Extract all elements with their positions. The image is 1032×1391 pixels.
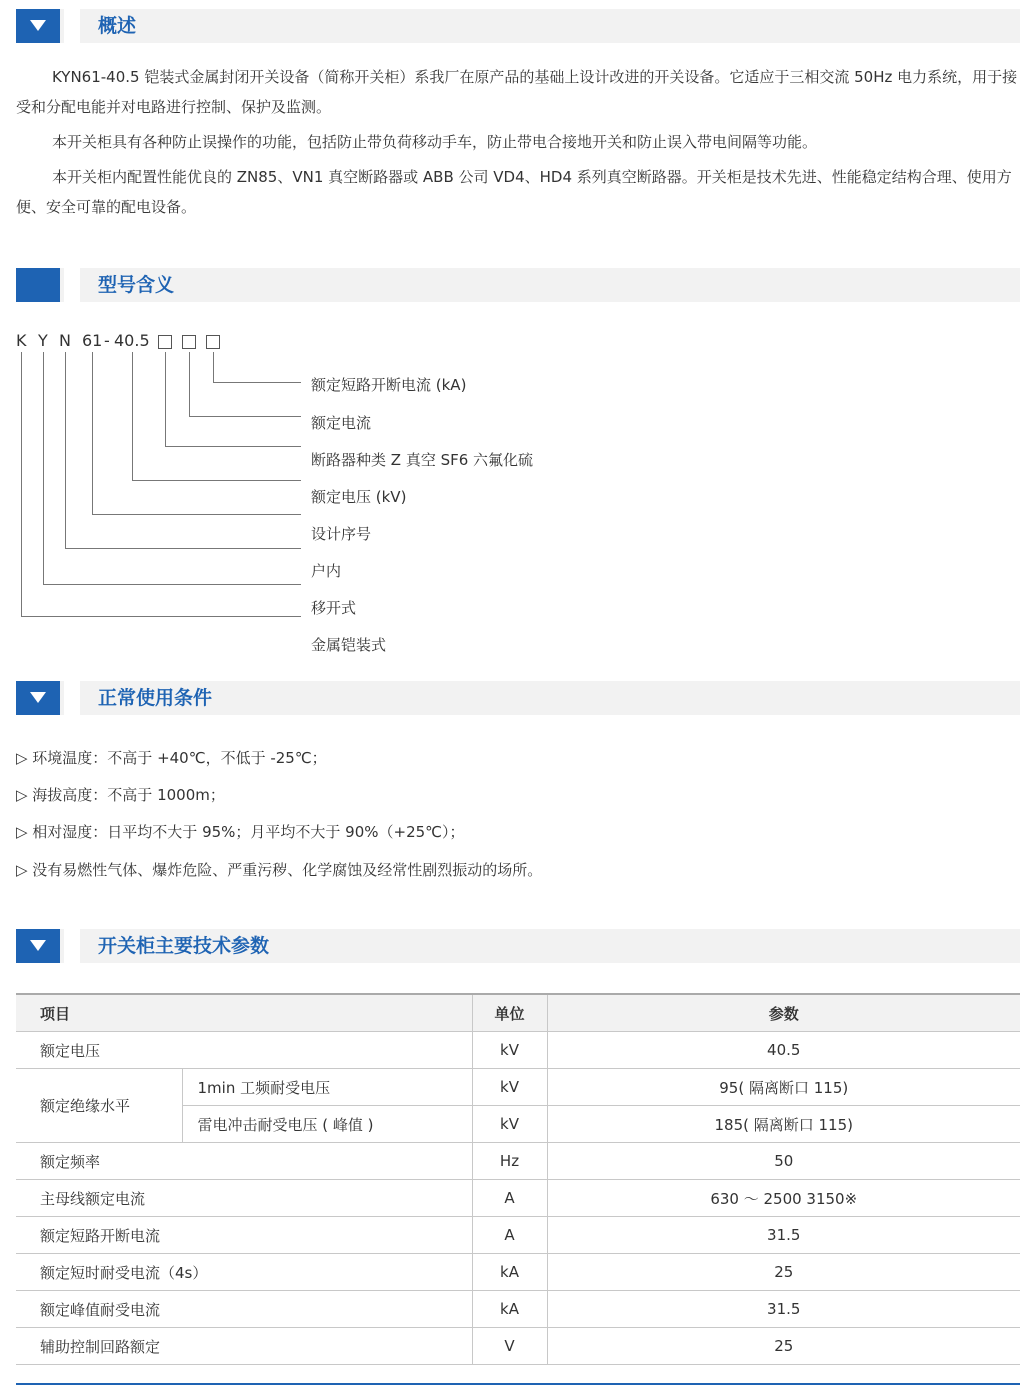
table-row (16, 1143, 1020, 1180)
table-row (16, 1180, 1020, 1217)
section-title: 概述 (98, 15, 137, 37)
code-k: K (16, 331, 27, 350)
cell-value: 40.5 (547, 1032, 1020, 1069)
cell-unit: Hz (472, 1143, 547, 1180)
model-label: 设计序号 (311, 525, 372, 543)
table-row (16, 1032, 1020, 1069)
table-row (16, 1328, 1020, 1365)
leader-line (65, 548, 301, 549)
header-gap (64, 268, 80, 302)
header-value: 参数 (547, 994, 1020, 1032)
section-marker (16, 681, 60, 715)
section-title: 型号含义 (98, 274, 175, 296)
header-gap (64, 681, 80, 715)
section-marker (16, 9, 60, 43)
placeholder-box (206, 335, 220, 349)
section-title: 正常使用条件 (98, 687, 213, 709)
placeholder-box (158, 335, 172, 349)
leader-line (189, 352, 190, 416)
cell-value: 31.5 (547, 1217, 1020, 1254)
overview-paragraph-2: 本开关柜具有各种防止误操作的功能，包括防止带负荷移动手车，防止带电合接地开关和防止误入带电间隔等功能。 (52, 133, 818, 151)
model-label: 额定电压 (kV) (311, 488, 407, 506)
code-voltage: 40.5 (114, 331, 150, 350)
cell-unit: kA (472, 1254, 547, 1291)
overview-paragraph-1: KYN61-40.5 铠装式金属封闭开关设备（简称开关柜）系我厂在原产品的基础上设计改进的开关设备。它适应于三相交流 50Hz 电力系统，用于接受和分配电能并对电路进行控制、保护及监测。 (16, 68, 1018, 116)
cell-unit: kV (472, 1032, 547, 1069)
section-header-params (16, 929, 1020, 963)
condition-item: ▷ 海拔高度：不高于 1000m； (16, 786, 225, 804)
leader-line (132, 352, 133, 480)
code-dash: - (104, 331, 110, 350)
leader-line (213, 382, 301, 383)
table-row (16, 1217, 1020, 1254)
placeholder-box (182, 335, 196, 349)
leader-line (92, 514, 301, 515)
model-label: 户内 (311, 562, 342, 580)
cell-item: 额定频率 (16, 1143, 472, 1180)
cell-item: 额定绝缘水平 (16, 1069, 182, 1143)
leader-line (21, 352, 22, 616)
table-row (16, 1291, 1020, 1328)
cell-value: 185( 隔离断口 115) (547, 1106, 1020, 1143)
cell-item: 额定电压 (16, 1032, 472, 1069)
condition-item: ▷ 相对湿度：日平均不大于 95%；月平均不大于 90%（+25℃）； (16, 823, 465, 841)
header-item: 项目 (16, 994, 472, 1032)
cell-item: 额定短路开断电流 (16, 1217, 472, 1254)
params-table (16, 993, 1020, 1365)
model-label: 断路器种类 Z 真空 SF6 六氟化硫 (311, 451, 534, 469)
leader-line (21, 616, 301, 617)
section-header-overview (16, 9, 1020, 43)
leader-line (132, 480, 301, 481)
table-header-row (16, 994, 1020, 1032)
code-y: Y (38, 331, 48, 350)
cell-item: 额定短时耐受电流（4s） (16, 1254, 472, 1291)
model-label: 金属铠装式 (311, 636, 387, 654)
leader-line (92, 352, 93, 514)
leader-line (43, 352, 44, 584)
cell-unit: kV (472, 1106, 547, 1143)
cell-value: 95( 隔离断口 115) (547, 1069, 1020, 1106)
leader-line (65, 352, 66, 548)
leader-line (43, 584, 301, 585)
cell-item: 辅助控制回路额定 (16, 1328, 472, 1365)
table-row (16, 1069, 1020, 1106)
section-header-conditions (16, 681, 1020, 715)
leader-line (189, 416, 301, 417)
cell-unit: A (472, 1217, 547, 1254)
triangle-down-icon (30, 692, 46, 703)
cell-item: 主母线额定电流 (16, 1180, 472, 1217)
triangle-down-icon (30, 20, 46, 31)
condition-item: ▷ 没有易燃性气体、爆炸危险、严重污秽、化学腐蚀及经常性剧烈振动的场所。 (16, 861, 543, 879)
code-n: N (59, 331, 71, 350)
cell-value: 25 (547, 1254, 1020, 1291)
header-gap (64, 9, 80, 43)
triangle-down-icon (30, 940, 46, 951)
cell-item: 额定峰值耐受电流 (16, 1291, 472, 1328)
cell-value: 31.5 (547, 1291, 1020, 1328)
cell-value: 25 (547, 1328, 1020, 1365)
cell-unit: A (472, 1180, 547, 1217)
leader-line (165, 446, 301, 447)
cell-subitem: 雷电冲击耐受电压 ( 峰值 ) (182, 1106, 472, 1143)
overview-paragraph-3: 本开关柜内配置性能优良的 ZN85、VN1 真空断路器或 ABB 公司 VD4、HD4 系列真空断路器。开关柜是技术先进、性能稳定结构合理、使用方便、安全可靠的配电设备。 (16, 168, 1012, 216)
model-label: 额定电流 (311, 414, 372, 432)
bottom-divider (16, 1383, 1020, 1385)
cell-value: 50 (547, 1143, 1020, 1180)
cell-value: 630 ～ 2500 3150※ (547, 1180, 1020, 1217)
cell-unit: V (472, 1328, 547, 1365)
section-marker (16, 268, 60, 302)
cell-subitem: 1min 工频耐受电压 (182, 1069, 472, 1106)
section-marker (16, 929, 60, 963)
section-title: 开关柜主要技术参数 (98, 935, 270, 957)
leader-line (165, 352, 166, 446)
code-number: 61 (82, 331, 103, 350)
section-header-model (16, 268, 1020, 302)
model-label: 额定短路开断电流 (kA) (311, 376, 467, 394)
model-label: 移开式 (311, 599, 357, 617)
header-gap (64, 929, 80, 963)
header-unit: 单位 (472, 994, 547, 1032)
condition-item: ▷ 环境温度：不高于 +40℃，不低于 -25℃； (16, 749, 327, 767)
table-row (16, 1254, 1020, 1291)
cell-unit: kA (472, 1291, 547, 1328)
leader-line (213, 352, 214, 382)
cell-unit: kV (472, 1069, 547, 1106)
